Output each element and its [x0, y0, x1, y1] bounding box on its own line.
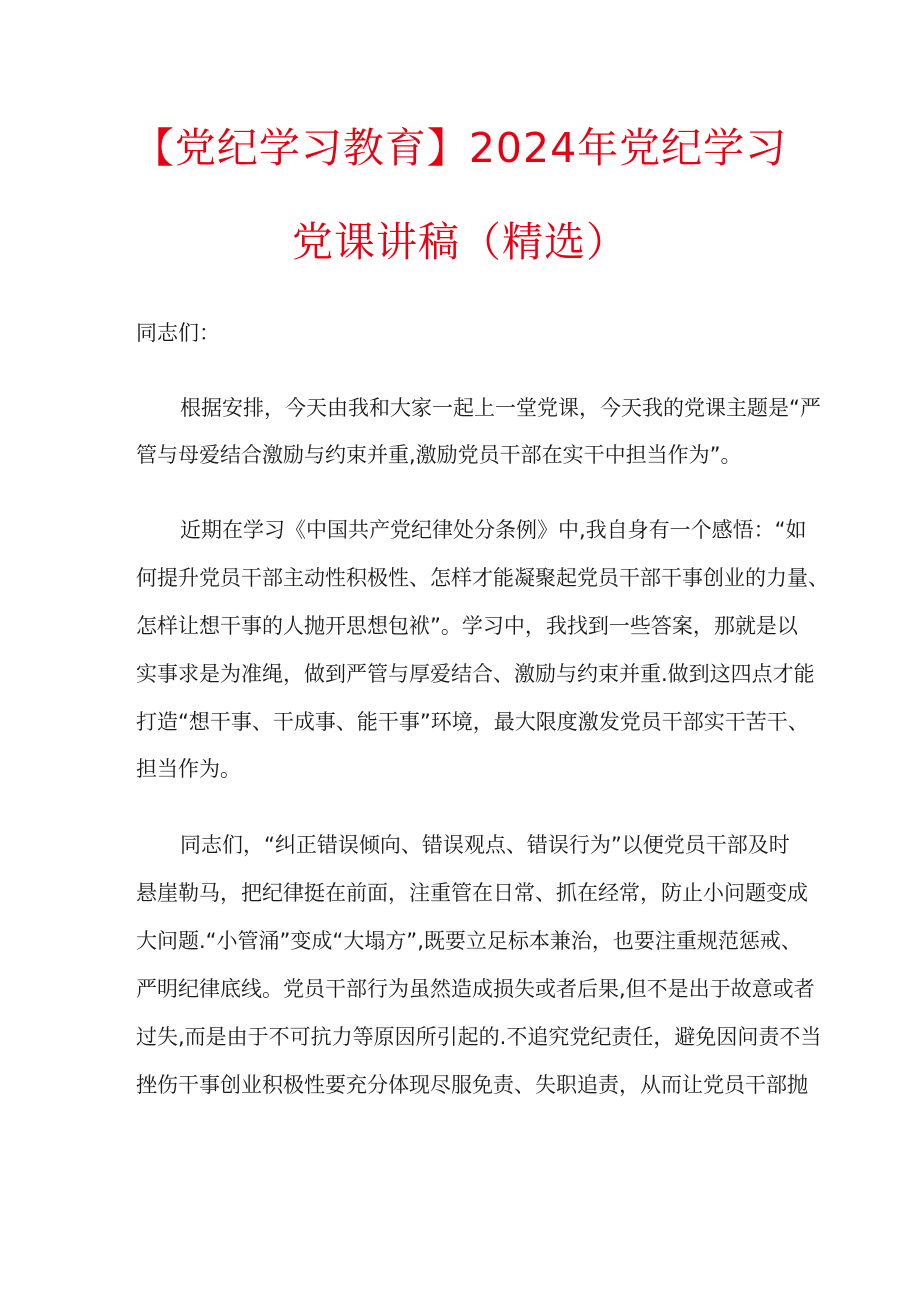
paragraph-3-line-5: 过失,而是由于不可抗力等原因所引起的.不追究党纪责任，避免因问责不当 [136, 1025, 822, 1049]
paragraph-2-line-6: 担当作为。 [136, 757, 241, 781]
document-title-line-2: 党课讲稿（精选） [292, 218, 628, 266]
paragraph-3-line-2: 悬崖勒马，把纪律挺在前面，注重管在日常、抓在经常，防止小问题变成 [136, 881, 808, 905]
paragraph-3-line-3: 大问题.“小管涌”变成“大塌方”,既要立足标本兼治，也要注重规范惩戒、 [136, 929, 802, 953]
paragraph-1-line-1: 根据安排，今天由我和大家一起上一堂党课，今天我的党课主题是“严 [180, 396, 821, 420]
paragraph-2-line-1: 近期在学习《中国共产党纪律处分条例》中,我自身有一个感悟：“如 [180, 518, 807, 542]
paragraph-1-line-2: 管与母爱结合激励与约束并重,激励党员干部在实干中担当作为”。 [136, 443, 742, 467]
paragraph-2-line-5: 打造“想干事、干成事、能干事”环境，最大限度激发党员干部实干苦干、 [136, 710, 809, 734]
paragraph-2-line-3: 怎样让想干事的人抛开思想包袱”。学习中，我找到一些答案，那就是以 [136, 614, 798, 638]
paragraph-2-line-4: 实事求是为准绳，做到严管与厚爱结合、激励与约束并重.做到这四点才能 [136, 662, 815, 686]
document-title-line-1: 【党纪学习教育】2024年党纪学习 [132, 124, 788, 172]
salutation: 同志们： [136, 321, 220, 345]
paragraph-3-line-6: 挫伤干事创业积极性要充分体现尽服免责、失职追责，从而让党员干部抛 [136, 1073, 808, 1097]
paragraph-2-line-2: 何提升党员干部主动性积极性、怎样才能凝聚起党员干部干事创业的力量、 [136, 566, 829, 590]
paragraph-3-line-4: 严明纪律底线。党员干部行为虽然造成损失或者后果,但不是出于故意或者 [136, 977, 815, 1001]
paragraph-3-line-1: 同志们，“纠正错误倾向、错误观点、错误行为”以便党员干部及时 [180, 833, 790, 857]
